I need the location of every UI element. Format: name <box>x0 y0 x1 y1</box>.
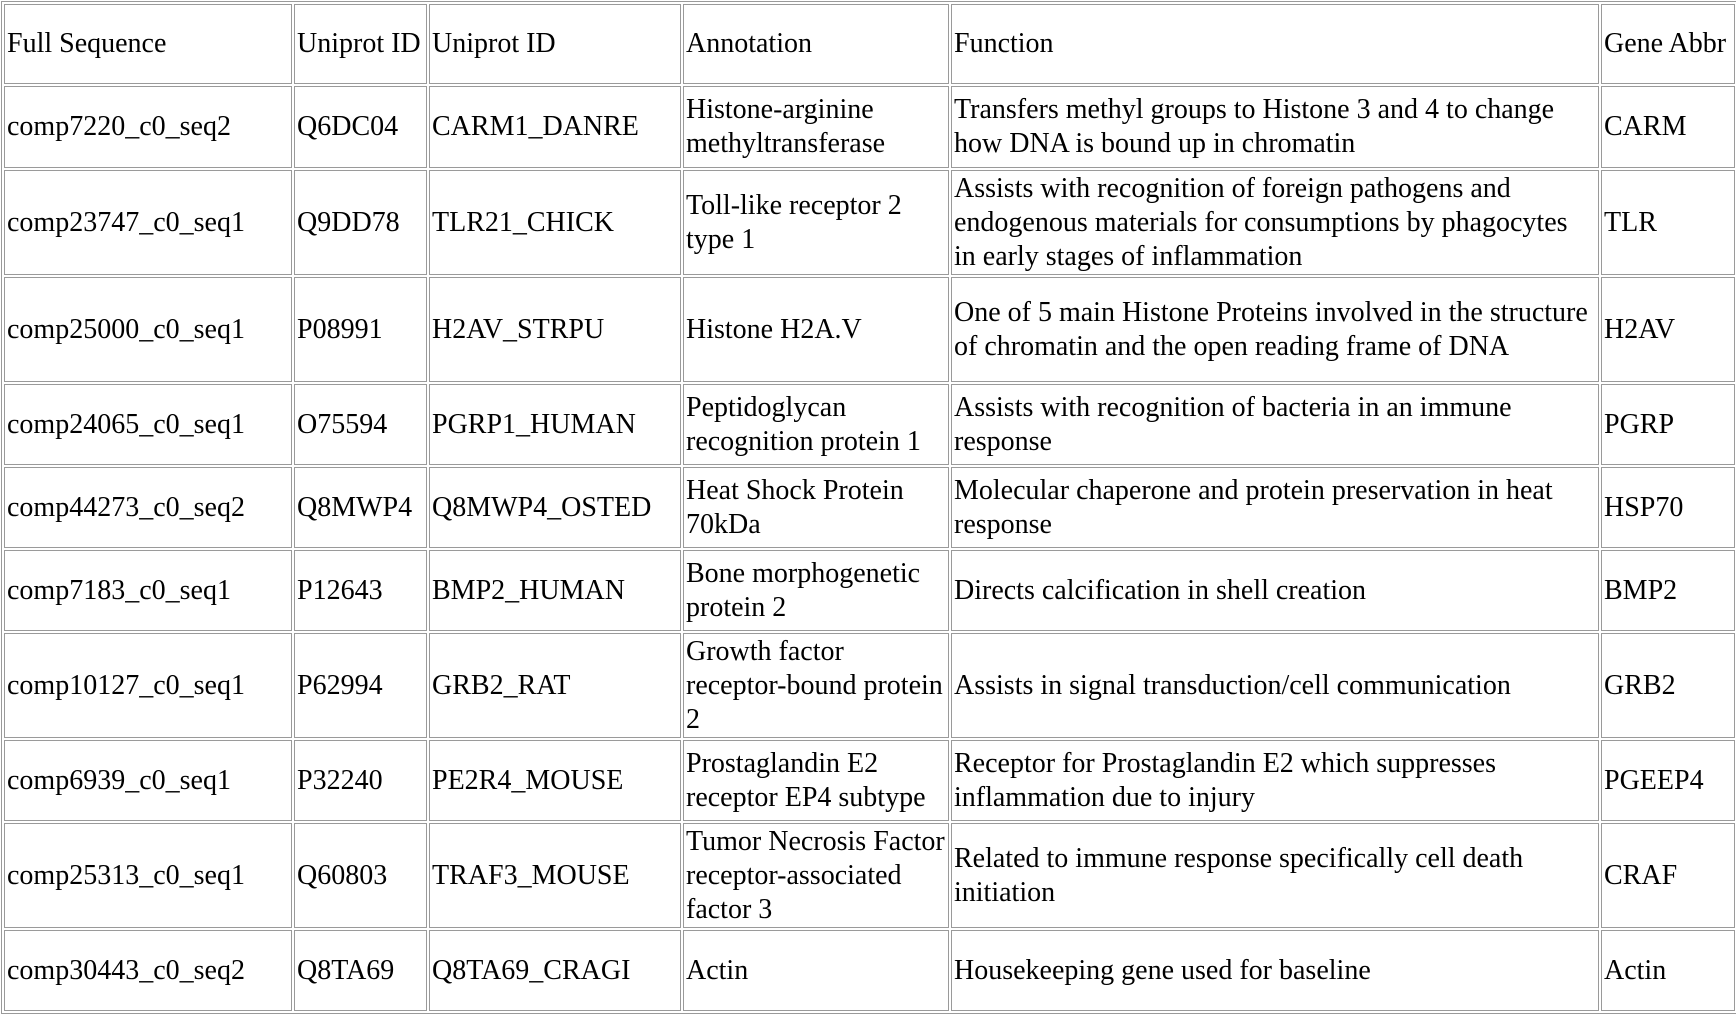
header-uniprot-id: Uniprot ID <box>429 4 681 84</box>
cell-gene-abbr: HSP70 <box>1601 467 1735 548</box>
cell-uniprot-accession: Q60803 <box>294 823 427 928</box>
cell-full-sequence: comp6939_c0_seq1 <box>4 740 292 821</box>
cell-gene-abbr: CRAF <box>1601 823 1735 928</box>
header-uniprot-accession: Uniprot ID <box>294 4 427 84</box>
cell-uniprot-id: CARM1_DANRE <box>429 86 681 168</box>
cell-function: Assists with recognition of foreign pathogens and endogenous materials for consumptions by phagocytes in early stages of inflammation <box>951 170 1599 275</box>
table-row <box>4 170 1735 275</box>
cell-uniprot-accession: Q6DC04 <box>294 86 427 168</box>
cell-uniprot-accession: Q9DD78 <box>294 170 427 275</box>
cell-function: Assists in signal transduction/cell communication <box>951 633 1599 738</box>
header-function: Function <box>951 4 1599 84</box>
cell-gene-abbr: BMP2 <box>1601 550 1735 631</box>
table-row <box>4 467 1735 548</box>
cell-annotation: Histone H2A.V <box>683 277 949 382</box>
cell-uniprot-accession: P32240 <box>294 740 427 821</box>
cell-full-sequence: comp25000_c0_seq1 <box>4 277 292 382</box>
table-row <box>4 823 1735 928</box>
cell-full-sequence: comp7183_c0_seq1 <box>4 550 292 631</box>
cell-full-sequence: comp25313_c0_seq1 <box>4 823 292 928</box>
cell-annotation: Bone morphogenetic protein 2 <box>683 550 949 631</box>
table-row <box>4 550 1735 631</box>
table-row <box>4 384 1735 465</box>
cell-function: One of 5 main Histone Proteins involved in the structure of chromatin and the open reading frame of DNA <box>951 277 1599 382</box>
cell-uniprot-id: H2AV_STRPU <box>429 277 681 382</box>
cell-function: Transfers methyl groups to Histone 3 and 4 to change how DNA is bound up in chromatin <box>951 86 1599 168</box>
cell-annotation: Tumor Necrosis Factor receptor-associated factor 3 <box>683 823 949 928</box>
header-gene-abbr: Gene Abbr <box>1601 4 1735 84</box>
table-row <box>4 277 1735 382</box>
table-header-row <box>4 4 1735 84</box>
cell-gene-abbr: Actin <box>1601 930 1735 1011</box>
cell-full-sequence: comp10127_c0_seq1 <box>4 633 292 738</box>
cell-function: Assists with recognition of bacteria in an immune response <box>951 384 1599 465</box>
cell-annotation: Prostaglandin E2 receptor EP4 subtype <box>683 740 949 821</box>
table-row <box>4 740 1735 821</box>
cell-uniprot-id: Q8TA69_CRAGI <box>429 930 681 1011</box>
cell-function: Housekeeping gene used for baseline <box>951 930 1599 1011</box>
table-row <box>4 86 1735 168</box>
cell-uniprot-accession: P12643 <box>294 550 427 631</box>
cell-uniprot-accession: P08991 <box>294 277 427 382</box>
cell-full-sequence: comp7220_c0_seq2 <box>4 86 292 168</box>
cell-full-sequence: comp23747_c0_seq1 <box>4 170 292 275</box>
cell-gene-abbr: PGRP <box>1601 384 1735 465</box>
cell-uniprot-id: TLR21_CHICK <box>429 170 681 275</box>
cell-uniprot-id: TRAF3_MOUSE <box>429 823 681 928</box>
header-full-sequence: Full Sequence <box>4 4 292 84</box>
cell-uniprot-id: GRB2_RAT <box>429 633 681 738</box>
cell-full-sequence: comp24065_c0_seq1 <box>4 384 292 465</box>
cell-annotation: Growth factor receptor-bound protein 2 <box>683 633 949 738</box>
cell-annotation: Peptidoglycan recognition protein 1 <box>683 384 949 465</box>
cell-function: Related to immune response specifically cell death initiation <box>951 823 1599 928</box>
cell-uniprot-accession: Q8MWP4 <box>294 467 427 548</box>
header-annotation: Annotation <box>683 4 949 84</box>
gene-annotation-table <box>1 1 1736 1014</box>
table-row <box>4 633 1735 738</box>
cell-function: Receptor for Prostaglandin E2 which suppresses inflammation due to injury <box>951 740 1599 821</box>
cell-uniprot-accession: Q8TA69 <box>294 930 427 1011</box>
cell-gene-abbr: CARM <box>1601 86 1735 168</box>
cell-full-sequence: comp44273_c0_seq2 <box>4 467 292 548</box>
cell-function: Directs calcification in shell creation <box>951 550 1599 631</box>
cell-uniprot-id: PE2R4_MOUSE <box>429 740 681 821</box>
cell-annotation: Toll-like receptor 2 type 1 <box>683 170 949 275</box>
cell-annotation: Histone-arginine methyltransferase <box>683 86 949 168</box>
cell-function: Molecular chaperone and protein preservation in heat response <box>951 467 1599 548</box>
table-row <box>4 930 1735 1011</box>
cell-gene-abbr: H2AV <box>1601 277 1735 382</box>
cell-uniprot-id: BMP2_HUMAN <box>429 550 681 631</box>
cell-uniprot-accession: O75594 <box>294 384 427 465</box>
cell-gene-abbr: GRB2 <box>1601 633 1735 738</box>
cell-annotation: Actin <box>683 930 949 1011</box>
cell-full-sequence: comp30443_c0_seq2 <box>4 930 292 1011</box>
cell-gene-abbr: PGEEP4 <box>1601 740 1735 821</box>
cell-uniprot-id: PGRP1_HUMAN <box>429 384 681 465</box>
cell-uniprot-accession: P62994 <box>294 633 427 738</box>
cell-gene-abbr: TLR <box>1601 170 1735 275</box>
cell-annotation: Heat Shock Protein 70kDa <box>683 467 949 548</box>
cell-uniprot-id: Q8MWP4_OSTED <box>429 467 681 548</box>
